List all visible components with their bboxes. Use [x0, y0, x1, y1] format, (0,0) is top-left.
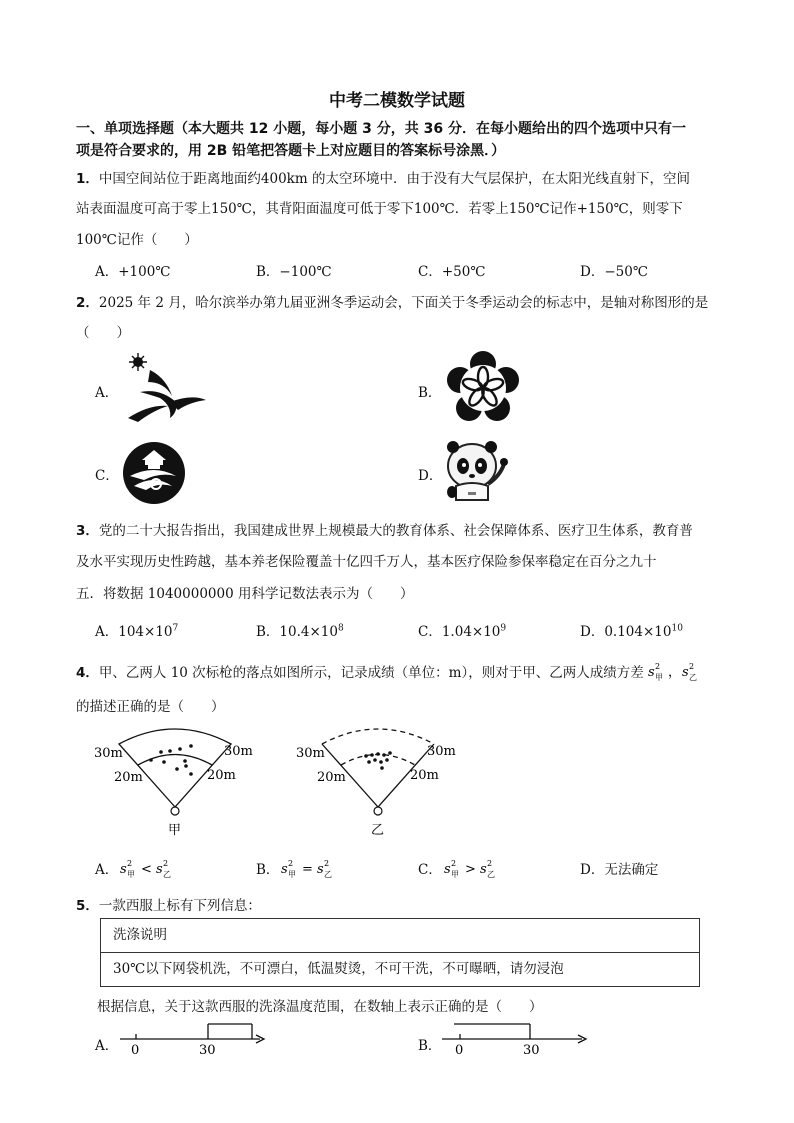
q5-line1: [76, 894, 261, 914]
q2-line2: （ ）: [76, 325, 130, 341]
svg-text:s: s: [443, 862, 451, 877]
q3-option-d-exp: 10: [671, 623, 683, 634]
q1-line2: 站表面温度可高于零上150℃，其背阳面温度可低于零下100℃．若零上150℃记作+150℃，则零下: [76, 201, 683, 217]
q3-option-c-exp: 9: [500, 623, 507, 634]
q3-option-b-exp: 8: [337, 623, 344, 634]
jia-caption: 甲: [168, 823, 182, 838]
q1-option-a[interactable]: A．+100℃: [95, 264, 171, 280]
svg-text:甲: 甲: [288, 870, 297, 879]
svg-text:s: s: [681, 665, 689, 680]
q5-option-b-label[interactable]: B．: [418, 1038, 442, 1054]
yi-outer-right-label: 30m: [427, 744, 456, 759]
q4-option-c-label: C．: [418, 862, 442, 878]
svg-text:2: 2: [163, 859, 169, 868]
svg-text:乙: 乙: [163, 870, 172, 879]
svg-text:2: 2: [450, 859, 456, 868]
q2-option-b-label[interactable]: B．: [418, 385, 442, 401]
svg-text:s: s: [479, 862, 487, 877]
q3-option-c[interactable]: [418, 620, 506, 640]
number-line-b: [440, 1020, 590, 1060]
jia-inner-right-label: 20m: [207, 768, 236, 783]
q4-text-1: 甲、乙两人 10 次标枪的落点如图所示，记录成绩（单位：m），则对于甲、乙两人成绩方差: [98, 665, 644, 681]
q3-option-c-base: 1.04×10: [441, 624, 501, 640]
svg-text:，: ，: [667, 665, 681, 680]
q1-option-d[interactable]: D．−50℃: [580, 264, 648, 280]
q2-line1: [76, 291, 708, 311]
tick-label-30: 30: [199, 1043, 216, 1058]
q3-option-d-base: 0.104×10: [604, 624, 672, 640]
q1-number: 1．: [76, 171, 99, 187]
q4-option-d[interactable]: D．无法确定: [580, 862, 659, 878]
svg-text:2: 2: [127, 859, 133, 868]
tick-label-30: 30: [523, 1043, 540, 1058]
q3-option-b[interactable]: [256, 620, 344, 640]
q4-option-b-label: B．: [256, 862, 280, 878]
panda-mascot-icon: [442, 436, 514, 504]
svg-text:乙: 乙: [688, 673, 697, 682]
q4-option-a[interactable]: [95, 858, 188, 879]
q2-option-c-label[interactable]: C．: [95, 468, 119, 484]
figure-jia: [90, 724, 260, 840]
q4-option-b-relation: =: [302, 862, 314, 877]
svg-text:2: 2: [688, 662, 694, 671]
jia-outer-left-label: 30m: [94, 746, 123, 761]
q5-text-1: 一款西服上标有下列信息：: [98, 898, 261, 914]
q3-option-a-base: 104×10: [118, 624, 173, 640]
svg-text:甲: 甲: [127, 870, 136, 879]
q4-option-a-relation: <: [141, 862, 153, 877]
q4-option-b[interactable]: [256, 858, 349, 879]
q3-line1: [76, 519, 693, 539]
skater-logo-icon: [120, 352, 210, 424]
table-row-header: 洗涤说明: [113, 927, 167, 943]
q1-line3: 100℃记作（ ）: [76, 232, 198, 248]
q3-number: 3．: [76, 523, 99, 539]
svg-text:s: s: [120, 862, 127, 877]
q4-option-a-label: A．: [95, 862, 119, 878]
q3-option-a-label: A．: [95, 624, 119, 640]
q2-text-1: 2025 年 2 月，哈尔滨举办第九届亚洲冬季运动会，下面关于冬季运动会的标志中，是轴对称图形的是: [98, 295, 709, 311]
q4-option-c-relation: >: [464, 862, 476, 877]
number-line-a: [118, 1020, 268, 1060]
svg-text:s: s: [156, 862, 163, 877]
q3-option-b-base: 10.4×10: [279, 624, 338, 640]
q5-number: 5．: [76, 898, 99, 914]
q4-option-b-formula: [279, 859, 349, 879]
q3-option-d-label: D．: [580, 624, 605, 640]
flower-emblem-icon: [445, 350, 521, 426]
q4-line1: [76, 661, 704, 682]
table-row-content: 30℃以下网袋机洗，不可漂白，低温熨烫，不可干洗，不可曝晒，请勿浸泡: [101, 952, 699, 986]
yi-inner-left-label: 20m: [317, 770, 346, 785]
page-title: 中考二模数学试题: [329, 91, 465, 111]
q1-option-c[interactable]: C．+50℃: [418, 264, 486, 280]
q3-option-c-label: C．: [418, 624, 442, 640]
q4-option-c-formula: [442, 859, 512, 879]
q2-option-a-label[interactable]: A．: [95, 385, 119, 401]
svg-text:甲: 甲: [450, 870, 459, 879]
q3-option-a[interactable]: [95, 620, 178, 640]
svg-text:2: 2: [654, 662, 660, 671]
jia-outer-right-label: 30m: [224, 744, 253, 759]
q4-number: 4．: [76, 665, 99, 681]
q4-variance-symbols: [644, 662, 704, 682]
q5-line2: 根据信息，关于这款西服的洗涤温度范围，在数轴上表示正确的是（ ）: [97, 999, 543, 1015]
round-emblem-icon: [120, 440, 190, 506]
svg-text:s: s: [317, 862, 325, 877]
yi-outer-left-label: 30m: [296, 746, 325, 761]
q3-line2: 及水平实现历史性跨越，基本养老保险覆盖十亿四千万人，基本医疗保险参保率稳定在百分之九十: [76, 554, 657, 570]
yi-caption: 乙: [371, 823, 385, 838]
q3-option-d[interactable]: [580, 620, 683, 640]
tick-label-0: 0: [455, 1043, 464, 1058]
svg-text:s: s: [647, 665, 655, 680]
q4-option-c[interactable]: [418, 858, 512, 879]
wash-instructions-table: [100, 918, 700, 987]
svg-text:2: 2: [486, 859, 492, 868]
q3-line3: 五．将数据 1040000000 用科学记数法表示为（ ）: [76, 586, 414, 602]
q2-option-d-label[interactable]: D．: [418, 468, 443, 484]
figure-yi: [290, 724, 460, 840]
q3-text-1: 党的二十大报告指出，我国建成世界上规模最大的教育体系、社会保障体系、医疗卫生体系，教育普: [98, 523, 693, 539]
q2-number: 2．: [76, 295, 99, 311]
q1-line1: [76, 167, 690, 187]
svg-text:甲: 甲: [654, 673, 663, 682]
q1-text-1: 中国空间站位于距离地面约400km 的太空环境中．由于没有大气层保护，在太阳光线直射下，空间: [98, 171, 690, 187]
svg-text:2: 2: [324, 859, 330, 868]
section-heading-line1: 一、单项选择题（本大题共 12 小题，每小题 3 分，共 36 分．在每小题给出的四个选项中只有一: [76, 121, 686, 137]
section-heading-line2: 项是符合要求的，用 2B 铅笔把答题卡上对应题目的答案标号涂黑．）: [76, 143, 506, 159]
svg-text:2: 2: [288, 859, 294, 868]
q1-option-b[interactable]: B．−100℃: [256, 264, 332, 280]
svg-text:乙: 乙: [486, 870, 495, 879]
svg-text:s: s: [281, 862, 289, 877]
tick-label-0: 0: [131, 1043, 140, 1058]
q4-option-a-formula: [118, 859, 188, 879]
yi-inner-right-label: 20m: [410, 768, 439, 783]
jia-inner-left-label: 20m: [114, 770, 143, 785]
q3-option-b-label: B．: [256, 624, 280, 640]
q3-option-a-exp: 7: [172, 623, 179, 634]
q4-line2: 的描述正确的是（ ）: [76, 699, 225, 715]
svg-text:乙: 乙: [324, 870, 333, 879]
q5-option-a-label[interactable]: A．: [95, 1038, 119, 1054]
